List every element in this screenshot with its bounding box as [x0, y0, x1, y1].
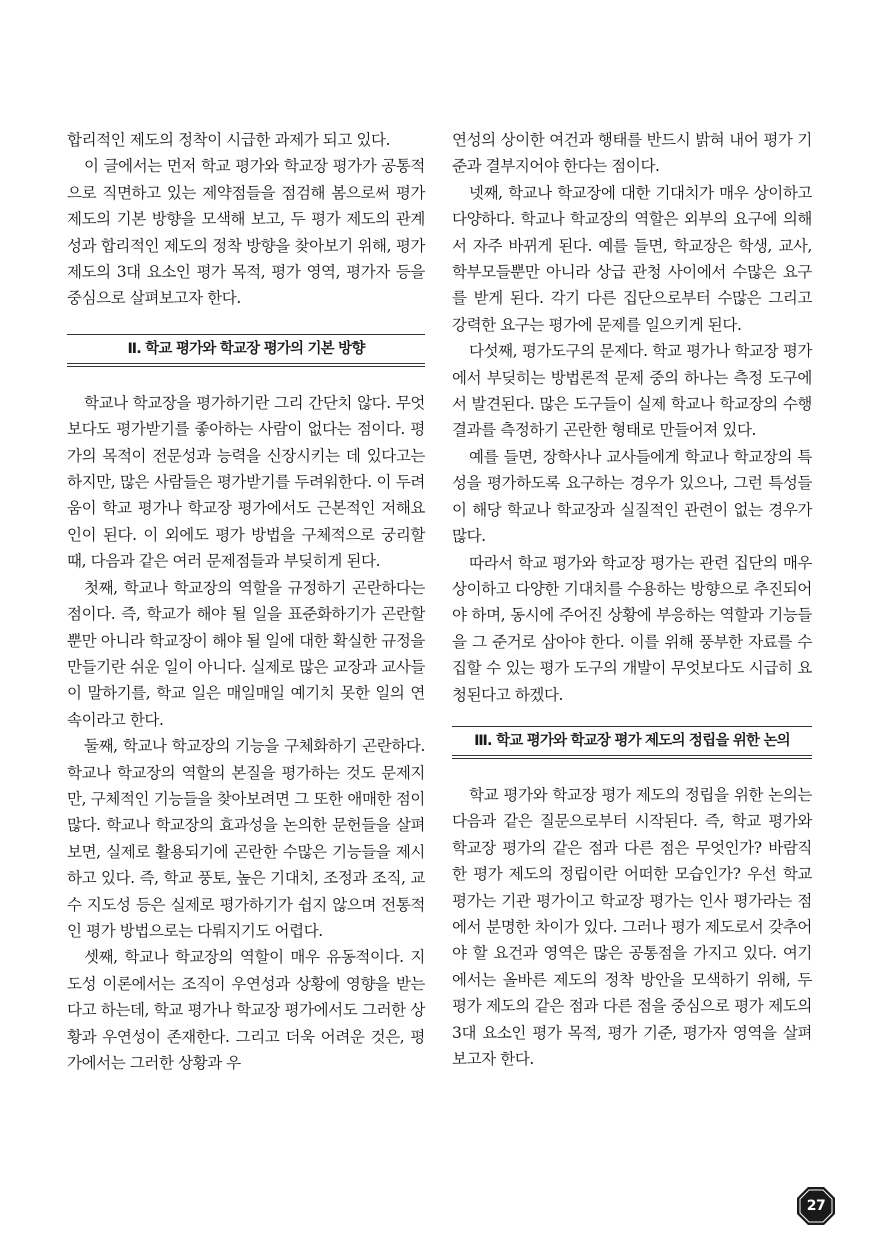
- paragraph: 넷째, 학교나 학교장에 대한 기대치가 매우 상이하고 다양하다. 학교나 학교장의 역할은 외부의 요구에 의해서 자주 바뀌게 된다. 예를 들면, 학교장은 학생, 교사, 학부모들뿐만 아니라 상급 관청 사이에서 수많은 요구를 받게 된다. 각기 다른 집단으로부터 수많은 그리고 강력한 요구는 평가에 문제를 일으키게 된다.: [452, 183, 812, 334]
- left-column: [67, 127, 425, 1076]
- section-heading-box: [67, 334, 425, 364]
- paragraph: 첫째, 학교나 학교장의 역할을 규정하기 곤란하다는 점이다. 즉, 학교가 해야 될 일을 표준화하기가 곤란할 뿐만 아니라 학교장이 해야 될 일에 대한 확실한 규정을 만들기란 쉬운 일이 아니다. 실제로 많은 교장과 교사들이 말하기를, 학교 일은 매일매일 예기치 못한 일의 연속이라고 한다.: [67, 578, 425, 729]
- paragraph: 학교나 학교장을 평가하기란 그리 간단치 않다. 무엇보다도 평가받기를 좋아하는 사람이 없다는 점이다. 평가의 목적이 전문성과 능력을 신장시키는 데 있다고는 하지만, 많은 사람들은 평가받기를 두려워한다. 이 두려움이 학교 평가나 학교장 평가에서도 근본적인 저해요인이 된다. 이 외에도 평가 방법을 구체적으로 궁리할 때, 다음과 같은 여러 문제점들과 부딪히게 된다.: [67, 393, 425, 571]
- paragraph: 이 글에서는 먼저 학교 평가와 학교장 평가가 공통적으로 직면하고 있는 제약점들을 점검해 봄으로써 평가 제도의 기본 방향을 모색해 보고, 두 평가 제도의 관계성과 합리적인 제도의 정착 방향을 찾아보기 위해, 평가 제도의 3대 요소인 평가 목적, 평가 영역, 평가자 등을 중심으로 살펴보고자 한다.: [67, 157, 425, 308]
- paragraph: 연성의 상이한 여건과 행태를 반드시 밝혀 내어 평가 기준과 결부지어야 한다는 점이다.: [452, 131, 812, 176]
- paragraph: 따라서 학교 평가와 학교장 평가는 관련 집단의 매우 상이하고 다양한 기대치를 수용하는 방향으로 추진되어야 하며, 동시에 주어진 상황에 부응하는 역할과 기능들을 그 준거로 삼아야 한다. 이를 위해 풍부한 자료를 수집할 수 있는 평가 도구의 개발이 무엇보다도 시급히 요청된다고 하겠다.: [452, 553, 812, 704]
- paragraph: 셋째, 학교나 학교장의 역할이 매우 유동적이다. 지도성 이론에서는 조직이 우연성과 상황에 영향을 받는다고 하는데, 학교 평가나 학교장 평가에서도 그러한 상황과 우연성이 존재한다. 그리고 더욱 어려운 것은, 평가에서는 그러한 상황과 우: [67, 948, 425, 1072]
- paragraph: 다섯째, 평가도구의 문제다. 학교 평가나 학교장 평가에서 부딪히는 방법론적 문제 중의 하나는 측정 도구에서 발견된다. 많은 도구들이 실제 학교나 학교장의 수행 결과를 측정하기 곤란한 형태로 만들어져 있다.: [452, 342, 812, 440]
- section-heading: Ⅱ. 학교 평가와 학교장 평가의 기본 방향: [67, 334, 425, 364]
- paragraph: 예를 들면, 장학사나 교사들에게 학교나 학교장의 특성을 평가하도록 요구하는 경우가 있으나, 그런 특성들이 해당 학교나 학교장과 실질적인 관련이 없는 경우가 많다.: [452, 447, 812, 546]
- page-number: 27: [806, 1198, 826, 1214]
- page-number-badge: [796, 1186, 836, 1226]
- section-heading: Ⅲ. 학교 평가와 학교장 평가 제도의 정립을 위한 논의: [452, 726, 812, 756]
- section-heading-box: [452, 726, 812, 756]
- paragraph: 합리적인 제도의 정착이 시급한 과제가 되고 있다.: [67, 131, 391, 149]
- paragraph: 학교 평가와 학교장 평가 제도의 정립을 위한 논의는 다음과 같은 질문으로부터 시작된다. 즉, 학교 평가와 학교장 평가의 같은 점과 다른 점은 무엇인가? 바람직한 평가 제도의 정립이란 어떠한 모습인가? 우선 학교 평가는 기관 평가이고 학교장 평가는 인사 평가라는 점에서 분명한 차이가 있다. 그러나 평가 제도로서 갖추어야 할 요건과 영역은 많은 공통점을 가지고 있다. 여기에서는 올바른 제도의 정착 방안을 모색하기 위해, 두 평가 제도의 같은 점과 다른 점을 중심으로 평가 제도의 3대 요소인 평가 목적, 평가 기준, 평가자 영역을 살펴보고자 한다.: [452, 785, 812, 1068]
- right-column: [452, 127, 812, 1072]
- paragraph: 둘째, 학교나 학교장의 기능을 구체화하기 곤란하다. 학교나 학교장의 역할의 본질을 평가하는 것도 문제지만, 구체적인 기능들을 찾아보려면 그 또한 애매한 점이 많다. 학교나 학교장의 효과성을 논의한 문헌들을 살펴보면, 실제로 활용되기에 곤란한 수많은 기능들을 제시하고 있다. 즉, 학교 풍토, 높은 기대치, 조정과 조직, 교수 지도성 등은 실제로 평가하기가 쉽지 않으며 전통적인 평가 방법으로는 다뤄지기도 어렵다.: [67, 737, 425, 940]
